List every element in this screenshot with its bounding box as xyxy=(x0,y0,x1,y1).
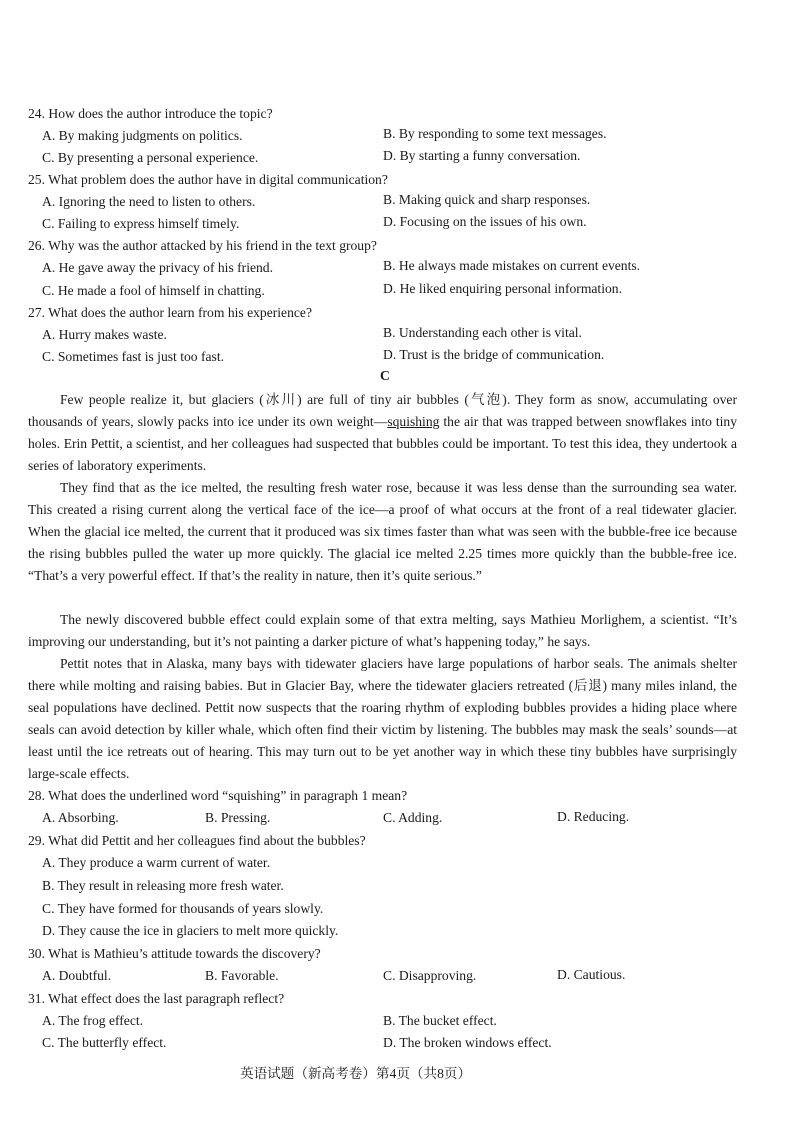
question-31-stem: 31. What effect does the last paragraph reflect? xyxy=(28,991,285,1006)
question-30-stem: 30. What is Mathieu’s attitude towards the discovery? xyxy=(28,946,321,961)
question-26-option-d: D. He liked enquiring personal information. xyxy=(383,281,622,296)
question-28-option-d: D. Reducing. xyxy=(557,809,630,824)
question-29-stem: 29. What did Pettit and her colleagues find about the bubbles? xyxy=(28,833,366,848)
question-27-option-c: C. Sometimes fast is just too fast. xyxy=(42,349,225,364)
passage-paragraph-3: The newly discovered bubble effect could explain some of that extra melting, says Mathieu Morlighem, a scientist. “It’s improving our understanding, but it’s not painting a darker picture of what’s happening today,” he says. xyxy=(28,612,737,649)
question-24-option-a: A. By making judgments on politics. xyxy=(42,128,243,143)
question-31-option-a: A. The frog effect. xyxy=(42,1013,144,1028)
passage-paragraph-1 xyxy=(28,389,737,477)
question-24-option-c: C. By presenting a personal experience. xyxy=(42,150,259,165)
passage-paragraph-4: Pettit notes that in Alaska, many bays with tidewater glaciers have large populations of harbor seals. The animals shelter there while molting and raising babies. But in Glacier Bay, where the tidewater glaciers retreated (后退) many miles inland, the seal populations have declined. Pettit now suspects that the roaring rhythm of exploding bubbles provides a hiding place where seals can avoid detection by killer whale, which often find their victim by listening. The bubbles may mask the seals’ sounds—at least until the ice retreats out of hearing. This may turn out to be yet another way in which these tiny bubbles have surprisingly large-scale effects. xyxy=(28,656,737,781)
question-30-option-c: C. Disapproving. xyxy=(383,968,477,983)
question-27-option-b: B. Understanding each other is vital. xyxy=(383,325,582,340)
question-29-option-b: B. They result in releasing more fresh water. xyxy=(42,878,284,893)
question-30-option-a: A. Doubtful. xyxy=(42,968,112,983)
question-26-option-a: A. He gave away the privacy of his friend. xyxy=(42,260,274,275)
passage-paragraph-2: They find that as the ice melted, the resulting fresh water rose, because it was less dense than the surrounding sea water. This created a rising current along the vertical face of the ice—a proof of what occurs at the front of a real tidewater glacier. When the glacial ice melted, the current that it produced was six times faster than what was seen with the bubble-free ice because the rising bubbles pulled the water up more quickly. The glacial ice melted 2.25 times more quickly than the bubble-free ice. “That’s a very powerful effect. If that’s the reality in nature, then it’s quite serious.” xyxy=(28,480,737,583)
question-26-option-b: B. He always made mistakes on current events. xyxy=(383,258,641,273)
question-24-option-d: D. By starting a funny conversation. xyxy=(383,148,581,163)
question-25-stem: 25. What problem does the author have in digital communication? xyxy=(28,172,388,187)
question-31-option-c: C. The butterfly effect. xyxy=(42,1035,167,1050)
question-25-option-a: A. Ignoring the need to listen to others. xyxy=(42,194,256,209)
question-29-option-d: D. They cause the ice in glaciers to melt more quickly. xyxy=(42,923,339,938)
question-29-option-a: A. They produce a warm current of water. xyxy=(42,855,271,870)
question-25-option-c: C. Failing to express himself timely. xyxy=(42,216,240,231)
section-c-label: C xyxy=(380,368,390,383)
question-28-stem: 28. What does the underlined word “squishing” in paragraph 1 mean? xyxy=(28,788,408,803)
p1-text-before: Few people realize it, but glaciers (冰川) are full of tiny air bubbles (气泡). They form as snow, accumulating over thousands of years, slowly packs into ice under its own weight— xyxy=(28,392,737,429)
question-24-option-b: B. By responding to some text messages. xyxy=(383,126,607,141)
question-24-stem: 24. How does the author introduce the topic? xyxy=(28,106,273,121)
underlined-word-squishing: squishing xyxy=(387,414,440,429)
question-27-stem: 27. What does the author learn from his experience? xyxy=(28,305,312,320)
p1-text-after: the air that was trapped between snowflakes into tiny holes. Erin Pettit, a scientist, and her colleagues had suspected that bubbles could be important. To test this idea, they undertook a series of laboratory experiments. xyxy=(28,414,737,473)
question-29-option-c: C. They have formed for thousands of years slowly. xyxy=(42,901,324,916)
question-30-option-b: B. Favorable. xyxy=(205,968,279,983)
question-27-option-d: D. Trust is the bridge of communication. xyxy=(383,347,605,362)
question-28-option-b: B. Pressing. xyxy=(205,810,271,825)
question-28-option-c: C. Adding. xyxy=(383,810,443,825)
question-28-option-a: A. Absorbing. xyxy=(42,810,119,825)
question-26-option-c: C. He made a fool of himself in chatting. xyxy=(42,283,265,298)
question-26-stem: 26. Why was the author attacked by his friend in the text group? xyxy=(28,238,377,253)
page-footer: 英语试题（新高考卷）第4页（共8页） xyxy=(240,1066,472,1081)
question-25-option-b: B. Making quick and sharp responses. xyxy=(383,192,591,207)
question-31-option-b: B. The bucket effect. xyxy=(383,1013,497,1028)
question-25-option-d: D. Focusing on the issues of his own. xyxy=(383,214,587,229)
question-27-option-a: A. Hurry makes waste. xyxy=(42,327,167,342)
question-30-option-d: D. Cautious. xyxy=(557,967,626,982)
question-31-option-d: D. The broken windows effect. xyxy=(383,1035,552,1050)
